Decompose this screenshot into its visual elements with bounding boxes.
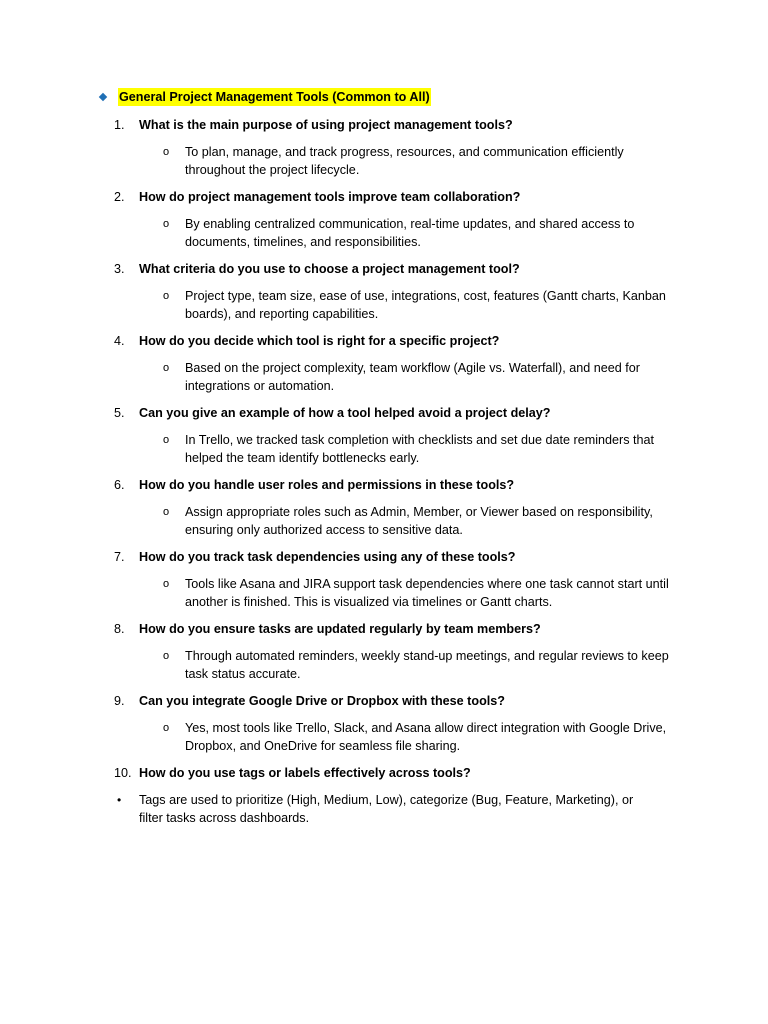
answer-row (0, 503, 768, 539)
question-number: 8. (114, 622, 125, 636)
question-number: 2. (114, 190, 125, 204)
question-number: 4. (114, 334, 125, 348)
answer-text: To plan, manage, and track progress, resources, and communication efficiently throughout the project lifecycle. (185, 145, 624, 177)
question-text: What criteria do you use to choose a project management tool? (139, 262, 520, 276)
hollow-circle-bullet-icon: o (163, 218, 170, 230)
answer-row (0, 287, 768, 323)
section-heading (98, 88, 431, 106)
question-number: 3. (114, 262, 125, 276)
hollow-circle-bullet-icon: o (163, 146, 170, 158)
answer-text: Project type, team size, ease of use, integrations, cost, features (Gantt charts, Kanban boards), and reporting capabilities. (185, 289, 666, 321)
question-text: How do you handle user roles and permissions in these tools? (139, 478, 515, 492)
list-item (0, 620, 768, 683)
question-row (0, 188, 768, 206)
list-item (0, 188, 768, 251)
question-row (0, 404, 768, 422)
filled-circle-bullet-icon: • (117, 793, 122, 807)
question-row (0, 620, 768, 638)
final-answer-text: Tags are used to prioritize (High, Medium, Low), categorize (Bug, Feature, Marketing), or filter tasks across dashboards. (139, 793, 634, 825)
question-text: How do you ensure tasks are updated regularly by team members? (139, 622, 541, 636)
question-text: Can you integrate Google Drive or Dropbox with these tools? (139, 694, 505, 708)
question-text: Can you give an example of how a tool helped avoid a project delay? (139, 406, 551, 420)
answer-row (0, 575, 768, 611)
answer-text: Assign appropriate roles such as Admin, Member, or Viewer based on responsibility, ensuring only authorized access to sensitive data. (185, 505, 653, 537)
answer-row (0, 647, 768, 683)
question-number: 6. (114, 478, 125, 492)
question-number: 7. (114, 550, 125, 564)
question-list (0, 116, 768, 827)
question-text: How do you use tags or labels effectively across tools? (139, 766, 471, 780)
question-text: What is the main purpose of using project management tools? (139, 118, 513, 132)
question-row (0, 476, 768, 494)
final-answer-row (0, 791, 768, 827)
list-item (0, 260, 768, 323)
answer-row (0, 359, 768, 395)
answer-text: Yes, most tools like Trello, Slack, and Asana allow direct integration with Google Drive, Dropbox, and OneDrive for seamless file sharing. (185, 721, 667, 753)
list-item (0, 764, 768, 827)
answer-row (0, 431, 768, 467)
question-row (0, 548, 768, 566)
answer-text: In Trello, we tracked task completion with checklists and set due date reminders that helped the team identify bottlenecks early. (185, 433, 654, 465)
hollow-circle-bullet-icon: o (163, 290, 170, 302)
question-row (0, 260, 768, 278)
question-row (0, 332, 768, 350)
list-item (0, 548, 768, 611)
question-text: How do you decide which tool is right for a specific project? (139, 334, 500, 348)
question-number: 1. (114, 118, 125, 132)
question-number: 5. (114, 406, 125, 420)
hollow-circle-bullet-icon: o (163, 722, 170, 734)
diamond-bullet-icon (99, 93, 107, 101)
list-item (0, 116, 768, 179)
question-row (0, 116, 768, 134)
list-item (0, 692, 768, 755)
question-number: 9. (114, 694, 125, 708)
hollow-circle-bullet-icon: o (163, 434, 170, 446)
question-row (0, 692, 768, 710)
question-number: 10. (114, 766, 132, 780)
list-item (0, 476, 768, 539)
question-text: How do project management tools improve team collaboration? (139, 190, 521, 204)
list-item (0, 332, 768, 395)
question-text: How do you track task dependencies using any of these tools? (139, 550, 516, 564)
answer-row (0, 143, 768, 179)
answer-text: Through automated reminders, weekly stand-up meetings, and regular reviews to keep task status accurate. (185, 649, 669, 681)
section-heading-text: General Project Management Tools (Common to All) (119, 90, 430, 104)
hollow-circle-bullet-icon: o (163, 362, 170, 374)
answer-row (0, 215, 768, 251)
hollow-circle-bullet-icon: o (163, 506, 170, 518)
answer-text: By enabling centralized communication, real-time updates, and shared access to documents, timelines, and responsibilities. (185, 217, 635, 249)
question-row (0, 764, 768, 782)
hollow-circle-bullet-icon: o (163, 650, 170, 662)
list-item (0, 404, 768, 467)
answer-row (0, 719, 768, 755)
answer-text: Based on the project complexity, team workflow (Agile vs. Waterfall), and need for integrations or automation. (185, 361, 640, 393)
hollow-circle-bullet-icon: o (163, 578, 170, 590)
answer-text: Tools like Asana and JIRA support task dependencies where one task cannot start until another is finished. This is visualized via timelines or Gantt charts. (185, 577, 669, 609)
